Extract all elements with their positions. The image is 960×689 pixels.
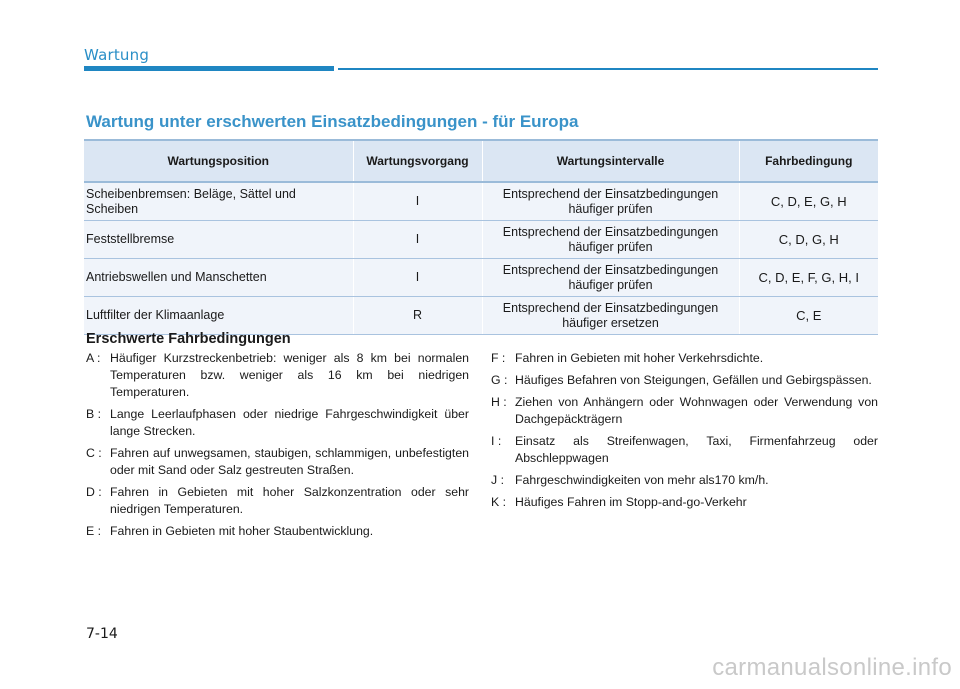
condition-text: Fahren in Gebieten mit hoher Verkehrsdichte.: [515, 351, 764, 365]
condition-text: Häufiger Kurzstreckenbetrieb: weniger als 8 km bei normalen Temperaturen bzw. weniger als 16 km bei niedrigen Temperaturen.: [110, 351, 469, 399]
column-header-position: Wartungsposition: [84, 140, 353, 182]
condition-key: H :: [491, 395, 507, 409]
condition-text: Fahren in Gebieten mit hoher Salzkonzentration oder sehr niedrigen Temperaturen.: [110, 485, 469, 516]
condition-item: [86, 350, 469, 401]
header-rule-thick: [84, 66, 334, 71]
table-row: [84, 221, 878, 259]
condition-text: Einsatz als Streifenwagen, Taxi, Firmenfahrzeug oder Abschleppwagen: [515, 434, 878, 465]
condition-item: [491, 472, 878, 489]
table-row: [84, 182, 878, 221]
cell-bedingung: C, D, E, G, H: [739, 182, 878, 221]
cell-intervall: Entsprechend der Einsatzbedingungen häufiger prüfen: [482, 259, 739, 297]
conditions-list-right: [491, 350, 878, 516]
cell-position: Luftfilter der Klimaanlage: [84, 297, 353, 335]
condition-key: E :: [86, 524, 102, 538]
condition-key: J :: [491, 473, 504, 487]
condition-item: [491, 494, 878, 511]
cell-intervall: Entsprechend der Einsatzbedingungen häufiger ersetzen: [482, 297, 739, 335]
cell-vorgang: R: [353, 297, 482, 335]
cell-vorgang: I: [353, 221, 482, 259]
condition-item: [491, 372, 878, 389]
condition-text: Häufiges Fahren im Stopp-and-go-Verkehr: [515, 495, 747, 509]
section-title: Wartung unter erschwerten Einsatzbedingungen - für Europa: [86, 112, 579, 131]
condition-text: Ziehen von Anhängern oder Wohnwagen oder Verwendung von Dachgepäckträgern: [515, 395, 878, 426]
condition-item: [86, 445, 469, 479]
condition-key: G :: [491, 373, 508, 387]
table-row: [84, 259, 878, 297]
cell-bedingung: C, D, G, H: [739, 221, 878, 259]
condition-item: [86, 484, 469, 518]
condition-text: Fahren auf unwegsamen, staubigen, schlammigen, unbefestigten oder mit Sand oder Salz gestreuten Straßen.: [110, 446, 469, 477]
condition-key: B :: [86, 407, 102, 421]
cell-position: Feststellbremse: [84, 221, 353, 259]
condition-item: [86, 523, 469, 540]
cell-bedingung: C, D, E, F, G, H, I: [739, 259, 878, 297]
condition-item: [86, 406, 469, 440]
maintenance-table: [84, 139, 878, 335]
condition-key: A :: [86, 351, 101, 365]
condition-text: Fahrgeschwindigkeiten von mehr als170 km/h.: [515, 473, 769, 487]
header-rule-thin: [338, 68, 878, 70]
cell-bedingung: C, E: [739, 297, 878, 335]
condition-item: [491, 394, 878, 428]
cell-position: Scheibenbremsen: Beläge, Sättel und Scheiben: [84, 182, 353, 221]
conditions-list-left: [86, 350, 469, 545]
table-row: [84, 297, 878, 335]
condition-text: Häufiges Befahren von Steigungen, Gefällen und Gebirgspässen.: [515, 373, 872, 387]
cell-intervall: Entsprechend der Einsatzbedingungen häufiger prüfen: [482, 221, 739, 259]
condition-key: K :: [491, 495, 507, 509]
cell-intervall: Entsprechend der Einsatzbedingungen häufiger prüfen: [482, 182, 739, 221]
column-header-intervall: Wartungsintervalle: [482, 140, 739, 182]
column-header-vorgang: Wartungsvorgang: [353, 140, 482, 182]
condition-key: D :: [86, 485, 102, 499]
column-header-bedingung: Fahrbedingung: [739, 140, 878, 182]
page-number: 7-14: [86, 626, 118, 642]
condition-key: C :: [86, 446, 102, 460]
condition-text: Fahren in Gebieten mit hoher Staubentwicklung.: [110, 524, 374, 538]
section-header-label: Wartung: [84, 46, 150, 64]
cell-vorgang: I: [353, 182, 482, 221]
condition-item: [491, 350, 878, 367]
condition-key: F :: [491, 351, 506, 365]
cell-position: Antriebswellen und Manschetten: [84, 259, 353, 297]
condition-item: [491, 433, 878, 467]
condition-key: I :: [491, 434, 502, 448]
cell-vorgang: I: [353, 259, 482, 297]
table-header-row: [84, 140, 878, 182]
watermark: carmanualsonline.info: [712, 654, 952, 681]
conditions-title: Erschwerte Fahrbedingungen: [86, 331, 291, 347]
condition-text: Lange Leerlaufphasen oder niedrige Fahrgeschwindigkeit über lange Strecken.: [110, 407, 469, 438]
